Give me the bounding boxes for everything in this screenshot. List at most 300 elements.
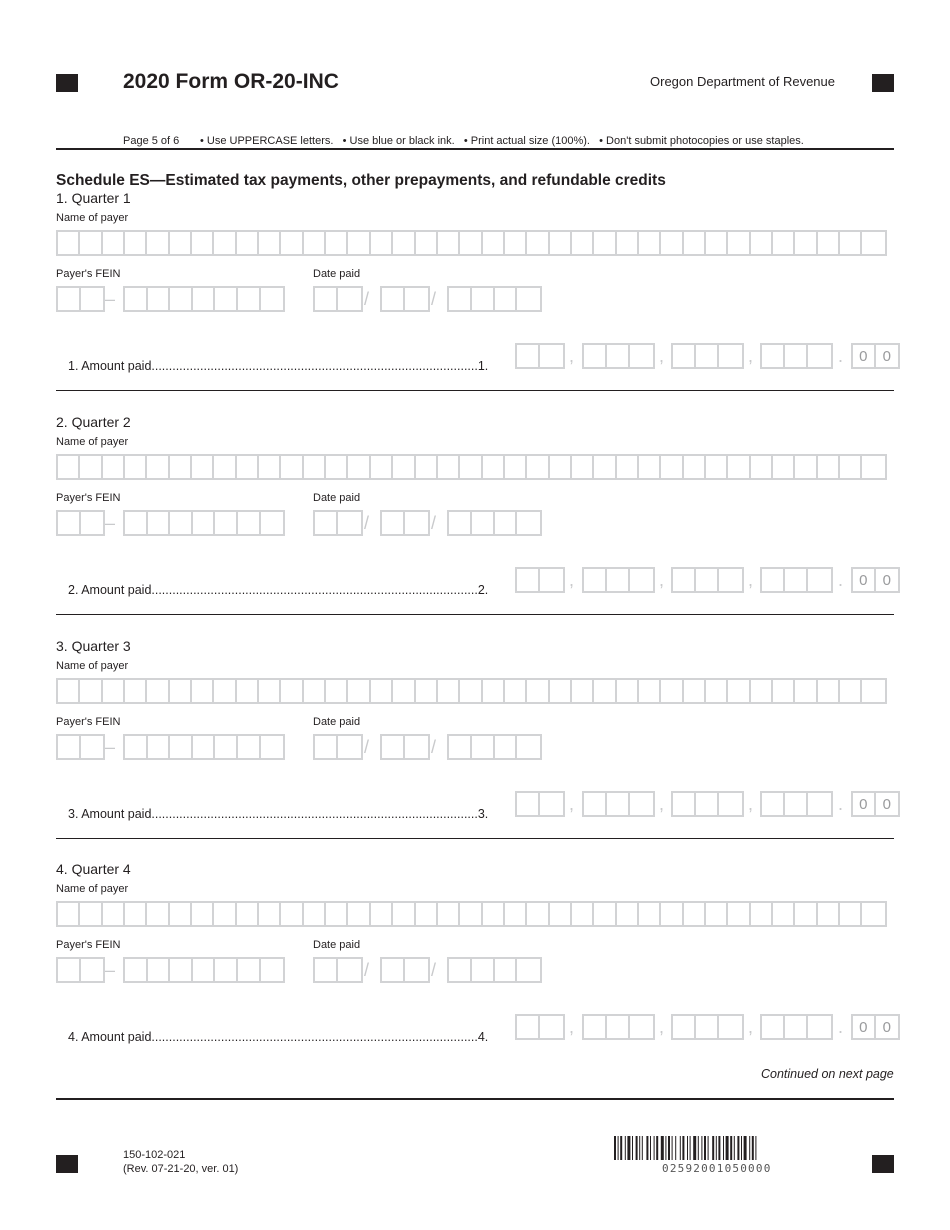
date-day-input[interactable] [380,957,430,983]
amount-thousands-input-cell[interactable] [630,345,653,367]
fein-prefix-input-cell[interactable] [58,288,81,310]
date-month-input-cell[interactable] [315,959,338,981]
date-year-input-cell[interactable] [517,959,540,981]
payer-name-input-cell[interactable] [326,903,348,925]
payer-name-input-cell[interactable] [572,680,594,702]
payer-name-input-cell[interactable] [460,680,482,702]
payer-name-input-cell[interactable] [371,680,393,702]
payer-name-input-cell[interactable] [393,456,415,478]
payer-name-input-cell[interactable] [594,456,616,478]
amount-ones-input-cell[interactable] [785,569,808,591]
amount-cents-input-cell[interactable]: 0 [853,569,876,591]
amount-hundreds-input[interactable] [671,343,744,369]
payer-name-input-cell[interactable] [192,456,214,478]
fein-suffix-input-cell[interactable] [238,736,261,758]
amount-thousands-input[interactable] [582,791,655,817]
date-month-input-cell[interactable] [315,736,338,758]
payer-name-input-cell[interactable] [58,232,80,254]
date-year-input-cell[interactable] [449,288,472,310]
payer-name-input-cell[interactable] [728,680,750,702]
amount-cents-input[interactable] [851,343,900,369]
payer-name-input-cell[interactable] [684,232,706,254]
amount-thousands-input-cell[interactable] [607,569,630,591]
payer-name-input-cell[interactable] [103,456,125,478]
payer-name-input-cell[interactable] [505,680,527,702]
amount-thousands-input-cell[interactable] [630,1016,653,1038]
payer-name-input-cell[interactable] [80,680,102,702]
amount-thousands-input[interactable] [582,1014,655,1040]
payer-name-input-cell[interactable] [550,903,572,925]
payer-name-input-cell[interactable] [348,680,370,702]
payer-name-input-cell[interactable] [125,903,147,925]
fein-prefix-input-cell[interactable] [58,959,81,981]
payer-name-input-cell[interactable] [416,456,438,478]
payer-name-input-cell[interactable] [192,232,214,254]
amount-thousands-input-cell[interactable] [584,1016,607,1038]
amount-ones-input[interactable] [760,567,833,593]
fein-suffix-input-cell[interactable] [261,288,284,310]
payer-name-input-cell[interactable] [281,232,303,254]
payer-name-input-cell[interactable] [58,680,80,702]
payer-name-input-cell[interactable] [259,232,281,254]
date-month-input-cell[interactable] [338,288,361,310]
amount-ones-input-cell[interactable] [762,569,785,591]
amount-thousands-input[interactable] [582,343,655,369]
payer-name-input-cell[interactable] [80,232,102,254]
payer-name-input-cell[interactable] [192,680,214,702]
date-day-input[interactable] [380,734,430,760]
amount-millions-input-cell[interactable] [517,569,540,591]
amount-hundreds-input[interactable] [671,1014,744,1040]
payer-name-input-cell[interactable] [505,232,527,254]
fein-prefix-input[interactable] [56,734,105,760]
date-year-input-cell[interactable] [449,512,472,534]
payer-name-input-cell[interactable] [214,903,236,925]
payer-name-input-cell[interactable] [371,232,393,254]
fein-prefix-input-cell[interactable] [81,959,104,981]
payer-name-input-cell[interactable] [840,232,862,254]
amount-cents-input[interactable] [851,567,900,593]
payer-name-input-cell[interactable] [259,456,281,478]
date-year-input-cell[interactable] [517,288,540,310]
payer-name-input-cell[interactable] [795,456,817,478]
amount-cents-input-cell[interactable]: 0 [882,347,891,365]
payer-name-input-cell[interactable] [460,232,482,254]
payer-name-input-cell[interactable] [214,232,236,254]
payer-name-input-cell[interactable] [840,903,862,925]
fein-suffix-input-cell[interactable] [193,959,216,981]
amount-millions-input-cell[interactable] [540,1016,563,1038]
amount-cents-input[interactable] [851,791,900,817]
fein-suffix-input-cell[interactable] [170,288,193,310]
fein-suffix-input-cell[interactable] [215,288,238,310]
fein-prefix-input-cell[interactable] [81,736,104,758]
payer-name-input-cell[interactable] [147,456,169,478]
payer-name-input-cell[interactable] [438,456,460,478]
date-day-input-cell[interactable] [405,288,428,310]
fein-suffix-input-cell[interactable] [125,512,148,534]
fein-suffix-input-cell[interactable] [170,736,193,758]
fein-suffix-input-cell[interactable] [215,736,238,758]
date-month-input[interactable] [313,957,363,983]
payer-name-input-cell[interactable] [773,680,795,702]
fein-suffix-input[interactable] [123,734,285,760]
payer-name-input-cell[interactable] [483,232,505,254]
fein-suffix-input-cell[interactable] [261,959,284,981]
amount-ones-input-cell[interactable] [762,345,785,367]
amount-hundreds-input-cell[interactable] [696,1016,719,1038]
payer-name-input-cell[interactable] [818,680,840,702]
payer-name-input-cell[interactable] [304,680,326,702]
payer-name-input-cell[interactable] [706,680,728,702]
amount-millions-input-cell[interactable] [517,793,540,815]
payer-name-input-cell[interactable] [170,456,192,478]
payer-name-input-cell[interactable] [393,232,415,254]
payer-name-input-cell[interactable] [192,903,214,925]
payer-name-input-cell[interactable] [572,456,594,478]
amount-hundreds-input-cell[interactable] [673,1016,696,1038]
amount-hundreds-input-cell[interactable] [673,793,696,815]
payer-name-input-cell[interactable] [416,680,438,702]
payer-name-input-cell[interactable] [237,680,259,702]
fein-suffix-input-cell[interactable] [238,288,261,310]
date-year-input-cell[interactable] [472,512,495,534]
fein-suffix-input-cell[interactable] [238,512,261,534]
payer-name-input-cell[interactable] [125,456,147,478]
payer-name-input-cell[interactable] [818,456,840,478]
fein-suffix-input-cell[interactable] [148,512,171,534]
payer-name-input-cell[interactable] [147,903,169,925]
payer-name-input-cell[interactable] [348,456,370,478]
date-year-input-cell[interactable] [449,959,472,981]
amount-ones-input-cell[interactable] [785,793,808,815]
payer-name-input-cell[interactable] [706,456,728,478]
fein-suffix-input-cell[interactable] [170,512,193,534]
date-year-input-cell[interactable] [495,512,518,534]
payer-name-input-cell[interactable] [795,903,817,925]
date-month-input-cell[interactable] [338,512,361,534]
date-year-input-cell[interactable] [495,288,518,310]
payer-name-input-cell[interactable] [170,680,192,702]
date-year-input-cell[interactable] [517,736,540,758]
date-day-input-cell[interactable] [382,959,405,981]
amount-thousands-input-cell[interactable] [584,345,607,367]
amount-cents-input-cell[interactable]: 0 [853,1016,876,1038]
payer-name-input-cell[interactable] [728,232,750,254]
amount-thousands-input-cell[interactable] [584,793,607,815]
amount-hundreds-input-cell[interactable] [673,569,696,591]
date-month-input-cell[interactable] [338,959,361,981]
payer-name-input-cell[interactable] [237,903,259,925]
payer-name-input-cell[interactable] [259,903,281,925]
payer-name-input-cell[interactable] [505,903,527,925]
payer-name-input-cell[interactable] [304,232,326,254]
payer-name-input-cell[interactable] [773,232,795,254]
date-year-input-cell[interactable] [472,288,495,310]
date-month-input-cell[interactable] [315,288,338,310]
amount-cents-input-cell[interactable]: 0 [853,345,876,367]
payer-name-input-cell[interactable] [684,456,706,478]
payer-name-input-cell[interactable] [840,680,862,702]
payer-name-input-cell[interactable] [483,903,505,925]
fein-suffix-input-cell[interactable] [238,959,261,981]
amount-thousands-input-cell[interactable] [607,793,630,815]
date-month-input-cell[interactable] [315,512,338,534]
payer-name-input-cell[interactable] [259,680,281,702]
payer-name-input-cell[interactable] [639,680,661,702]
fein-suffix-input-cell[interactable] [193,512,216,534]
fein-suffix-input[interactable] [123,957,285,983]
payer-name-input-cell[interactable] [103,680,125,702]
amount-hundreds-input-cell[interactable] [696,345,719,367]
fein-suffix-input-cell[interactable] [125,736,148,758]
date-year-input-cell[interactable] [472,959,495,981]
payer-name-input-cell[interactable] [751,680,773,702]
payer-name-input-cell[interactable] [170,232,192,254]
payer-name-input-cell[interactable] [527,456,549,478]
payer-name-input-cell[interactable] [80,903,102,925]
date-day-input-cell[interactable] [405,512,428,534]
payer-name-input-cell[interactable] [572,903,594,925]
amount-hundreds-input-cell[interactable] [719,1016,742,1038]
date-day-input[interactable] [380,286,430,312]
payer-name-input-cell[interactable] [348,232,370,254]
date-day-input-cell[interactable] [382,736,405,758]
date-month-input[interactable] [313,734,363,760]
payer-name-input[interactable] [56,901,887,927]
fein-prefix-input-cell[interactable] [58,512,81,534]
payer-name-input-cell[interactable] [527,903,549,925]
payer-name-input-cell[interactable] [304,903,326,925]
payer-name-input-cell[interactable] [125,232,147,254]
amount-millions-input-cell[interactable] [540,345,563,367]
date-month-input[interactable] [313,510,363,536]
payer-name-input-cell[interactable] [617,903,639,925]
payer-name-input-cell[interactable] [460,903,482,925]
amount-ones-input[interactable] [760,791,833,817]
payer-name-input-cell[interactable] [795,680,817,702]
payer-name-input-cell[interactable] [103,903,125,925]
amount-ones-input[interactable] [760,343,833,369]
payer-name-input-cell[interactable] [371,456,393,478]
payer-name-input-cell[interactable] [103,232,125,254]
payer-name-input-cell[interactable] [304,456,326,478]
payer-name-input-cell[interactable] [862,456,884,478]
date-year-input-cell[interactable] [495,959,518,981]
amount-cents-input-cell[interactable]: 0 [853,793,876,815]
amount-millions-input-cell[interactable] [540,793,563,815]
fein-suffix-input[interactable] [123,286,285,312]
payer-name-input-cell[interactable] [728,456,750,478]
payer-name-input-cell[interactable] [393,680,415,702]
payer-name-input-cell[interactable] [527,232,549,254]
payer-name-input-cell[interactable] [862,903,884,925]
payer-name-input-cell[interactable] [281,903,303,925]
date-year-input[interactable] [447,734,542,760]
payer-name-input-cell[interactable] [237,456,259,478]
fein-suffix-input-cell[interactable] [148,288,171,310]
fein-prefix-input-cell[interactable] [81,288,104,310]
date-year-input[interactable] [447,510,542,536]
payer-name-input-cell[interactable] [572,232,594,254]
amount-millions-input[interactable] [515,343,565,369]
fein-suffix-input-cell[interactable] [261,736,284,758]
amount-ones-input-cell[interactable] [808,793,831,815]
payer-name-input-cell[interactable] [706,232,728,254]
payer-name-input-cell[interactable] [617,456,639,478]
payer-name-input-cell[interactable] [751,456,773,478]
payer-name-input-cell[interactable] [214,456,236,478]
payer-name-input-cell[interactable] [348,903,370,925]
amount-ones-input-cell[interactable] [762,1016,785,1038]
payer-name-input-cell[interactable] [594,680,616,702]
fein-suffix-input-cell[interactable] [215,512,238,534]
date-day-input-cell[interactable] [405,736,428,758]
fein-prefix-input[interactable] [56,286,105,312]
date-year-input-cell[interactable] [472,736,495,758]
fein-prefix-input[interactable] [56,510,105,536]
payer-name-input-cell[interactable] [416,232,438,254]
fein-suffix-input-cell[interactable] [193,736,216,758]
payer-name-input[interactable] [56,678,887,704]
amount-ones-input-cell[interactable] [785,1016,808,1038]
fein-suffix-input-cell[interactable] [193,288,216,310]
fein-suffix-input-cell[interactable] [261,512,284,534]
date-day-input-cell[interactable] [382,512,405,534]
amount-hundreds-input[interactable] [671,791,744,817]
fein-suffix-input-cell[interactable] [148,959,171,981]
date-month-input-cell[interactable] [338,736,361,758]
payer-name-input-cell[interactable] [281,456,303,478]
amount-hundreds-input[interactable] [671,567,744,593]
date-year-input[interactable] [447,286,542,312]
date-day-input-cell[interactable] [382,288,405,310]
fein-suffix-input-cell[interactable] [215,959,238,981]
amount-cents-input-cell[interactable]: 0 [882,571,891,589]
payer-name-input-cell[interactable] [58,456,80,478]
payer-name-input-cell[interactable] [214,680,236,702]
payer-name-input-cell[interactable] [550,232,572,254]
payer-name-input-cell[interactable] [326,232,348,254]
payer-name-input-cell[interactable] [684,903,706,925]
fein-prefix-input-cell[interactable] [58,736,81,758]
payer-name-input-cell[interactable] [483,456,505,478]
payer-name-input-cell[interactable] [661,232,683,254]
payer-name-input-cell[interactable] [416,903,438,925]
payer-name-input-cell[interactable] [326,456,348,478]
payer-name-input-cell[interactable] [58,903,80,925]
fein-suffix-input-cell[interactable] [125,959,148,981]
amount-millions-input[interactable] [515,567,565,593]
payer-name-input-cell[interactable] [617,232,639,254]
payer-name-input-cell[interactable] [527,680,549,702]
amount-hundreds-input-cell[interactable] [719,345,742,367]
amount-ones-input-cell[interactable] [808,1016,831,1038]
payer-name-input-cell[interactable] [125,680,147,702]
amount-millions-input[interactable] [515,1014,565,1040]
amount-hundreds-input-cell[interactable] [696,569,719,591]
amount-cents-input[interactable] [851,1014,900,1040]
payer-name-input-cell[interactable] [281,680,303,702]
date-year-input-cell[interactable] [449,736,472,758]
payer-name-input-cell[interactable] [550,456,572,478]
payer-name-input-cell[interactable] [661,456,683,478]
amount-ones-input-cell[interactable] [785,345,808,367]
amount-hundreds-input-cell[interactable] [719,569,742,591]
payer-name-input-cell[interactable] [483,680,505,702]
amount-ones-input-cell[interactable] [808,569,831,591]
payer-name-input-cell[interactable] [438,680,460,702]
amount-hundreds-input-cell[interactable] [696,793,719,815]
fein-suffix-input[interactable] [123,510,285,536]
payer-name-input-cell[interactable] [639,232,661,254]
payer-name-input-cell[interactable] [862,680,884,702]
fein-prefix-input[interactable] [56,957,105,983]
payer-name-input-cell[interactable] [751,903,773,925]
payer-name-input-cell[interactable] [147,680,169,702]
payer-name-input-cell[interactable] [170,903,192,925]
payer-name-input-cell[interactable] [818,903,840,925]
amount-thousands-input-cell[interactable] [607,1016,630,1038]
payer-name-input-cell[interactable] [862,232,884,254]
payer-name-input-cell[interactable] [393,903,415,925]
payer-name-input-cell[interactable] [438,232,460,254]
fein-prefix-input-cell[interactable] [81,512,104,534]
amount-cents-input-cell[interactable]: 0 [882,1018,891,1036]
fein-suffix-input-cell[interactable] [125,288,148,310]
amount-ones-input[interactable] [760,1014,833,1040]
payer-name-input-cell[interactable] [639,456,661,478]
payer-name-input-cell[interactable] [751,232,773,254]
payer-name-input-cell[interactable] [371,903,393,925]
payer-name-input-cell[interactable] [706,903,728,925]
fein-suffix-input-cell[interactable] [148,736,171,758]
payer-name-input-cell[interactable] [684,680,706,702]
date-day-input-cell[interactable] [405,959,428,981]
amount-thousands-input-cell[interactable] [584,569,607,591]
date-year-input[interactable] [447,957,542,983]
payer-name-input-cell[interactable] [773,903,795,925]
payer-name-input-cell[interactable] [505,456,527,478]
amount-millions-input-cell[interactable] [517,1016,540,1038]
date-year-input-cell[interactable] [495,736,518,758]
payer-name-input-cell[interactable] [147,232,169,254]
amount-hundreds-input-cell[interactable] [673,345,696,367]
amount-hundreds-input-cell[interactable] [719,793,742,815]
payer-name-input-cell[interactable] [460,456,482,478]
amount-thousands-input-cell[interactable] [607,345,630,367]
date-month-input[interactable] [313,286,363,312]
date-year-input-cell[interactable] [517,512,540,534]
amount-thousands-input-cell[interactable] [630,569,653,591]
payer-name-input-cell[interactable] [818,232,840,254]
amount-cents-input-cell[interactable]: 0 [882,795,891,813]
date-day-input[interactable] [380,510,430,536]
payer-name-input-cell[interactable] [80,456,102,478]
payer-name-input-cell[interactable] [550,680,572,702]
amount-thousands-input[interactable] [582,567,655,593]
amount-ones-input-cell[interactable] [762,793,785,815]
payer-name-input-cell[interactable] [639,903,661,925]
payer-name-input-cell[interactable] [795,232,817,254]
payer-name-input-cell[interactable] [840,456,862,478]
payer-name-input-cell[interactable] [326,680,348,702]
amount-ones-input-cell[interactable] [808,345,831,367]
payer-name-input-cell[interactable] [661,680,683,702]
payer-name-input-cell[interactable] [728,903,750,925]
payer-name-input-cell[interactable] [661,903,683,925]
payer-name-input-cell[interactable] [237,232,259,254]
